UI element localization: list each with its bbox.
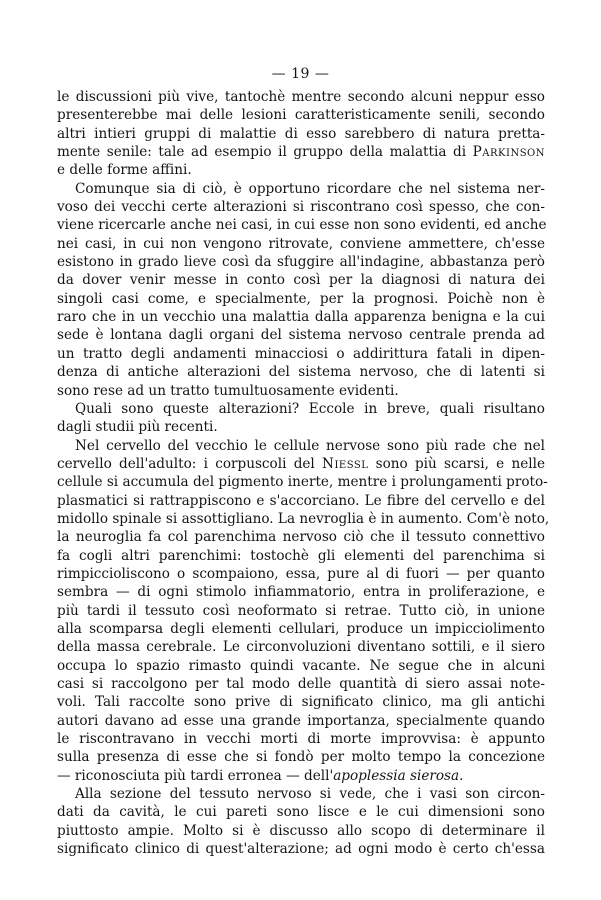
text-line: raro che in un vecchio una malattia dalla apparenza benigna e la cui	[57, 309, 545, 326]
text-line: voli. Tali raccolte sono prive di significato clinico, ma gli antichi	[57, 694, 545, 711]
text-line: della massa cerebrale. Le circonvoluzioni diventano sottili, e il siero	[57, 639, 545, 656]
text-line: sulla presenza di esse che si fondò per molto tempo la concezione	[57, 749, 545, 766]
text-line: cellule si accumula del pigmento inerte, mentre i prolungamenti proto-	[57, 474, 548, 491]
text-line: sembra — di ogni stimolo infiammatorio, entra in proliferazione, e	[57, 584, 545, 601]
text-run: mente senile: tale ad esempio il gruppo della malattia di	[57, 144, 473, 161]
text-line: rimpiccioliscono o scompaiono, essa, pure al di fuori — per quanto	[57, 565, 545, 582]
text-run: cervello dell'adulto: i corpuscoli del	[57, 455, 323, 472]
text-line: dagli studii più recenti.	[57, 419, 218, 436]
text-line: fa cogli altri parenchimi: tostochè gli elementi del parenchima si	[57, 547, 545, 564]
text-run: sono più scarsi, e nelle	[368, 455, 545, 472]
text-line: singoli casi come, e specialmente, per la prognosi. Poichè non è	[57, 290, 545, 307]
text-line: più tardi il tessuto così neoformato si retrae. Tutto ciò, in unione	[57, 602, 545, 619]
body-text	[57, 88, 550, 858]
text-line: viene ricercarle anche nei casi, in cui esse non sono evidenti, ed anche	[57, 217, 547, 234]
text-line: piuttosto ampie. Molto si è discusso allo scopo di determinare il	[57, 822, 545, 839]
text-line	[57, 767, 545, 785]
text-line: Nel cervello del vecchio le cellule nervose sono più rade che nel	[75, 437, 545, 454]
author-name-parkinson: Parkinson	[472, 144, 545, 161]
text-line: denza di antiche alterazioni del sistema nervoso, che di latenti si	[57, 364, 545, 381]
text-line: le discussioni più vive, tantochè mentre secondo alcuni neppur esso	[57, 89, 545, 105]
text-line: sede è lontana dagli organi del sistema nervoso centrale prenda ad	[57, 327, 545, 344]
text-line: le riscontravano in vecchi morti di morte improvvisa: è appunto	[57, 731, 545, 748]
text-line: altri intieri gruppi di malattie di esso sarebbero di natura pretta-	[57, 125, 545, 142]
text-line: e delle forme affini.	[57, 162, 192, 179]
text-line: dati da cavità, le cui pareti sono lisce e le cui dimensioni sono	[57, 804, 545, 821]
italic-term: apoplessia sierosa	[333, 767, 460, 784]
page-number: — 19 —	[271, 66, 330, 82]
text-line: occupa lo spazio rimasto quindi vacante. Ne segue che in alcuni	[57, 657, 545, 674]
text-line	[57, 143, 545, 161]
text-line: sono rese ad un tratto tumultuosamente evidenti.	[57, 382, 399, 399]
text-line: voso dei vecchi certe alterazioni si riscontrano così spesso, che con-	[57, 199, 545, 216]
text-line: Quali sono queste alterazioni? Eccole in breve, quali risultano	[75, 400, 545, 417]
author-name-niessl: Niessl	[322, 455, 369, 472]
text-line: la neuroglia fa col parenchima nervoso ciò che il tessuto connettivo	[57, 529, 545, 546]
text-line: casi si raccolgono per tal modo delle quantità di siero assai note-	[57, 676, 545, 692]
text-line	[57, 455, 545, 473]
text-run: — riconosciuta più tardi erronea — dell'	[57, 767, 334, 784]
text-line: un tratto degli andamenti minacciosi o addirittura fatali in dipen-	[57, 345, 545, 362]
text-line: da dover venir messe in conto così per la diagnosi di natura dei	[57, 272, 545, 289]
text-line: Alla sezione del tessuto nervoso si vede, che i vasi son circon-	[75, 786, 545, 803]
text-run: .	[459, 767, 464, 784]
text-line: Comunque sia di ciò, è opportuno ricordare che nel sistema ner-	[75, 180, 545, 197]
text-line: significato clinico di quest'alterazione; ad ogni modo è certo ch'essa	[57, 841, 545, 858]
text-line: plasmatici si rattrappiscono e s'accorciano. Le fibre del cervello e del	[57, 492, 545, 509]
text-line: nei casi, in cui non vengono ritrovate, conviene ammettere, ch'esse	[57, 235, 545, 252]
text-line: esistono in grado lieve così da sfuggire all'indagine, abbastanza però	[57, 254, 545, 271]
text-line: alla scomparsa degli elementi cellulari, produce un impicciolimento	[57, 620, 545, 637]
text-line: presenterebbe mai delle lesioni caratteristicamente senili, secondo	[57, 107, 545, 124]
text-line: autori davano ad esse una grande importanza, specialmente quando	[57, 712, 545, 729]
text-line: midollo spinale si assottigliano. La nevroglia è in aumento. Com'è noto,	[57, 510, 550, 527]
